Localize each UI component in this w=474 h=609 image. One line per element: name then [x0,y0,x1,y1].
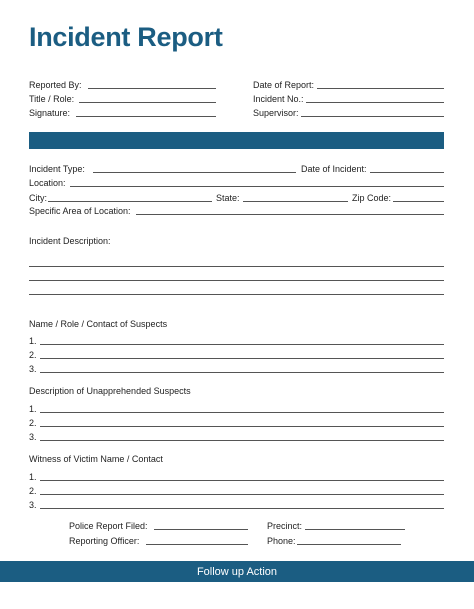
suspect-number-1: 1. [29,336,37,346]
witness-number-2: 2. [29,486,37,496]
incident-type-label: Incident Type: [29,164,85,174]
phone-label: Phone: [267,536,296,546]
unapprehended-line-1[interactable] [40,412,444,413]
title-role-label: Title / Role: [29,94,75,104]
witness-heading: Witness of Victim Name / Contact [29,454,163,464]
police-report-filed-line[interactable] [154,529,248,530]
city-label: City: [29,193,47,203]
specific-area-line[interactable] [136,214,444,215]
witness-number-1: 1. [29,472,37,482]
zip-code-line[interactable] [393,201,444,202]
location-label: Location: [29,178,66,188]
supervisor-label: Supervisor: [253,108,299,118]
unapprehended-line-2[interactable] [40,426,444,427]
state-label: State: [216,193,240,203]
incident-description-label: Incident Description: [29,236,111,246]
description-line-1[interactable] [29,266,444,267]
signature-line[interactable] [76,116,216,117]
date-of-incident-label: Date of Incident: [301,164,367,174]
suspects-heading: Name / Role / Contact of Suspects [29,319,168,329]
suspect-line-1[interactable] [40,344,444,345]
signature-label: Signature: [29,108,71,118]
phone-line[interactable] [297,544,401,545]
state-line[interactable] [243,201,348,202]
witness-number-3: 3. [29,500,37,510]
precinct-label: Precinct: [267,521,303,531]
unapprehended-number-2: 2. [29,418,37,428]
witness-line-1[interactable] [40,480,444,481]
precinct-line[interactable] [305,529,405,530]
incident-type-line[interactable] [93,172,296,173]
city-line[interactable] [48,201,212,202]
unapprehended-number-1: 1. [29,404,37,414]
description-line-3[interactable] [29,294,444,295]
location-line[interactable] [70,186,444,187]
reported-by-line[interactable] [88,88,216,89]
title-role-line[interactable] [79,102,216,103]
footer-follow-up-action: Follow up Action [196,566,278,578]
suspect-line-2[interactable] [40,358,444,359]
suspect-line-3[interactable] [40,372,444,373]
unapprehended-heading: Description of Unapprehended Suspects [29,386,191,396]
police-report-filed-label: Police Report Filed: [69,521,148,531]
date-of-incident-line[interactable] [370,172,444,173]
unapprehended-number-3: 3. [29,432,37,442]
zip-code-label: Zip Code: [352,193,392,203]
reported-by-label: Reported By: [29,80,82,90]
section-divider-bar [29,132,444,149]
incident-no-label: Incident No.: [253,94,304,104]
reporting-officer-label: Reporting Officer: [69,536,140,546]
specific-area-label: Specific Area of Location: [29,206,131,216]
page-title: Incident Report [29,22,223,52]
date-of-report-line[interactable] [317,88,444,89]
witness-line-3[interactable] [40,508,444,509]
date-of-report-label: Date of Report: [253,80,315,90]
incident-no-line[interactable] [306,102,444,103]
reporting-officer-line[interactable] [146,544,248,545]
unapprehended-line-3[interactable] [40,440,444,441]
suspect-number-2: 2. [29,350,37,360]
suspect-number-3: 3. [29,364,37,374]
supervisor-line[interactable] [301,116,444,117]
description-line-2[interactable] [29,280,444,281]
witness-line-2[interactable] [40,494,444,495]
